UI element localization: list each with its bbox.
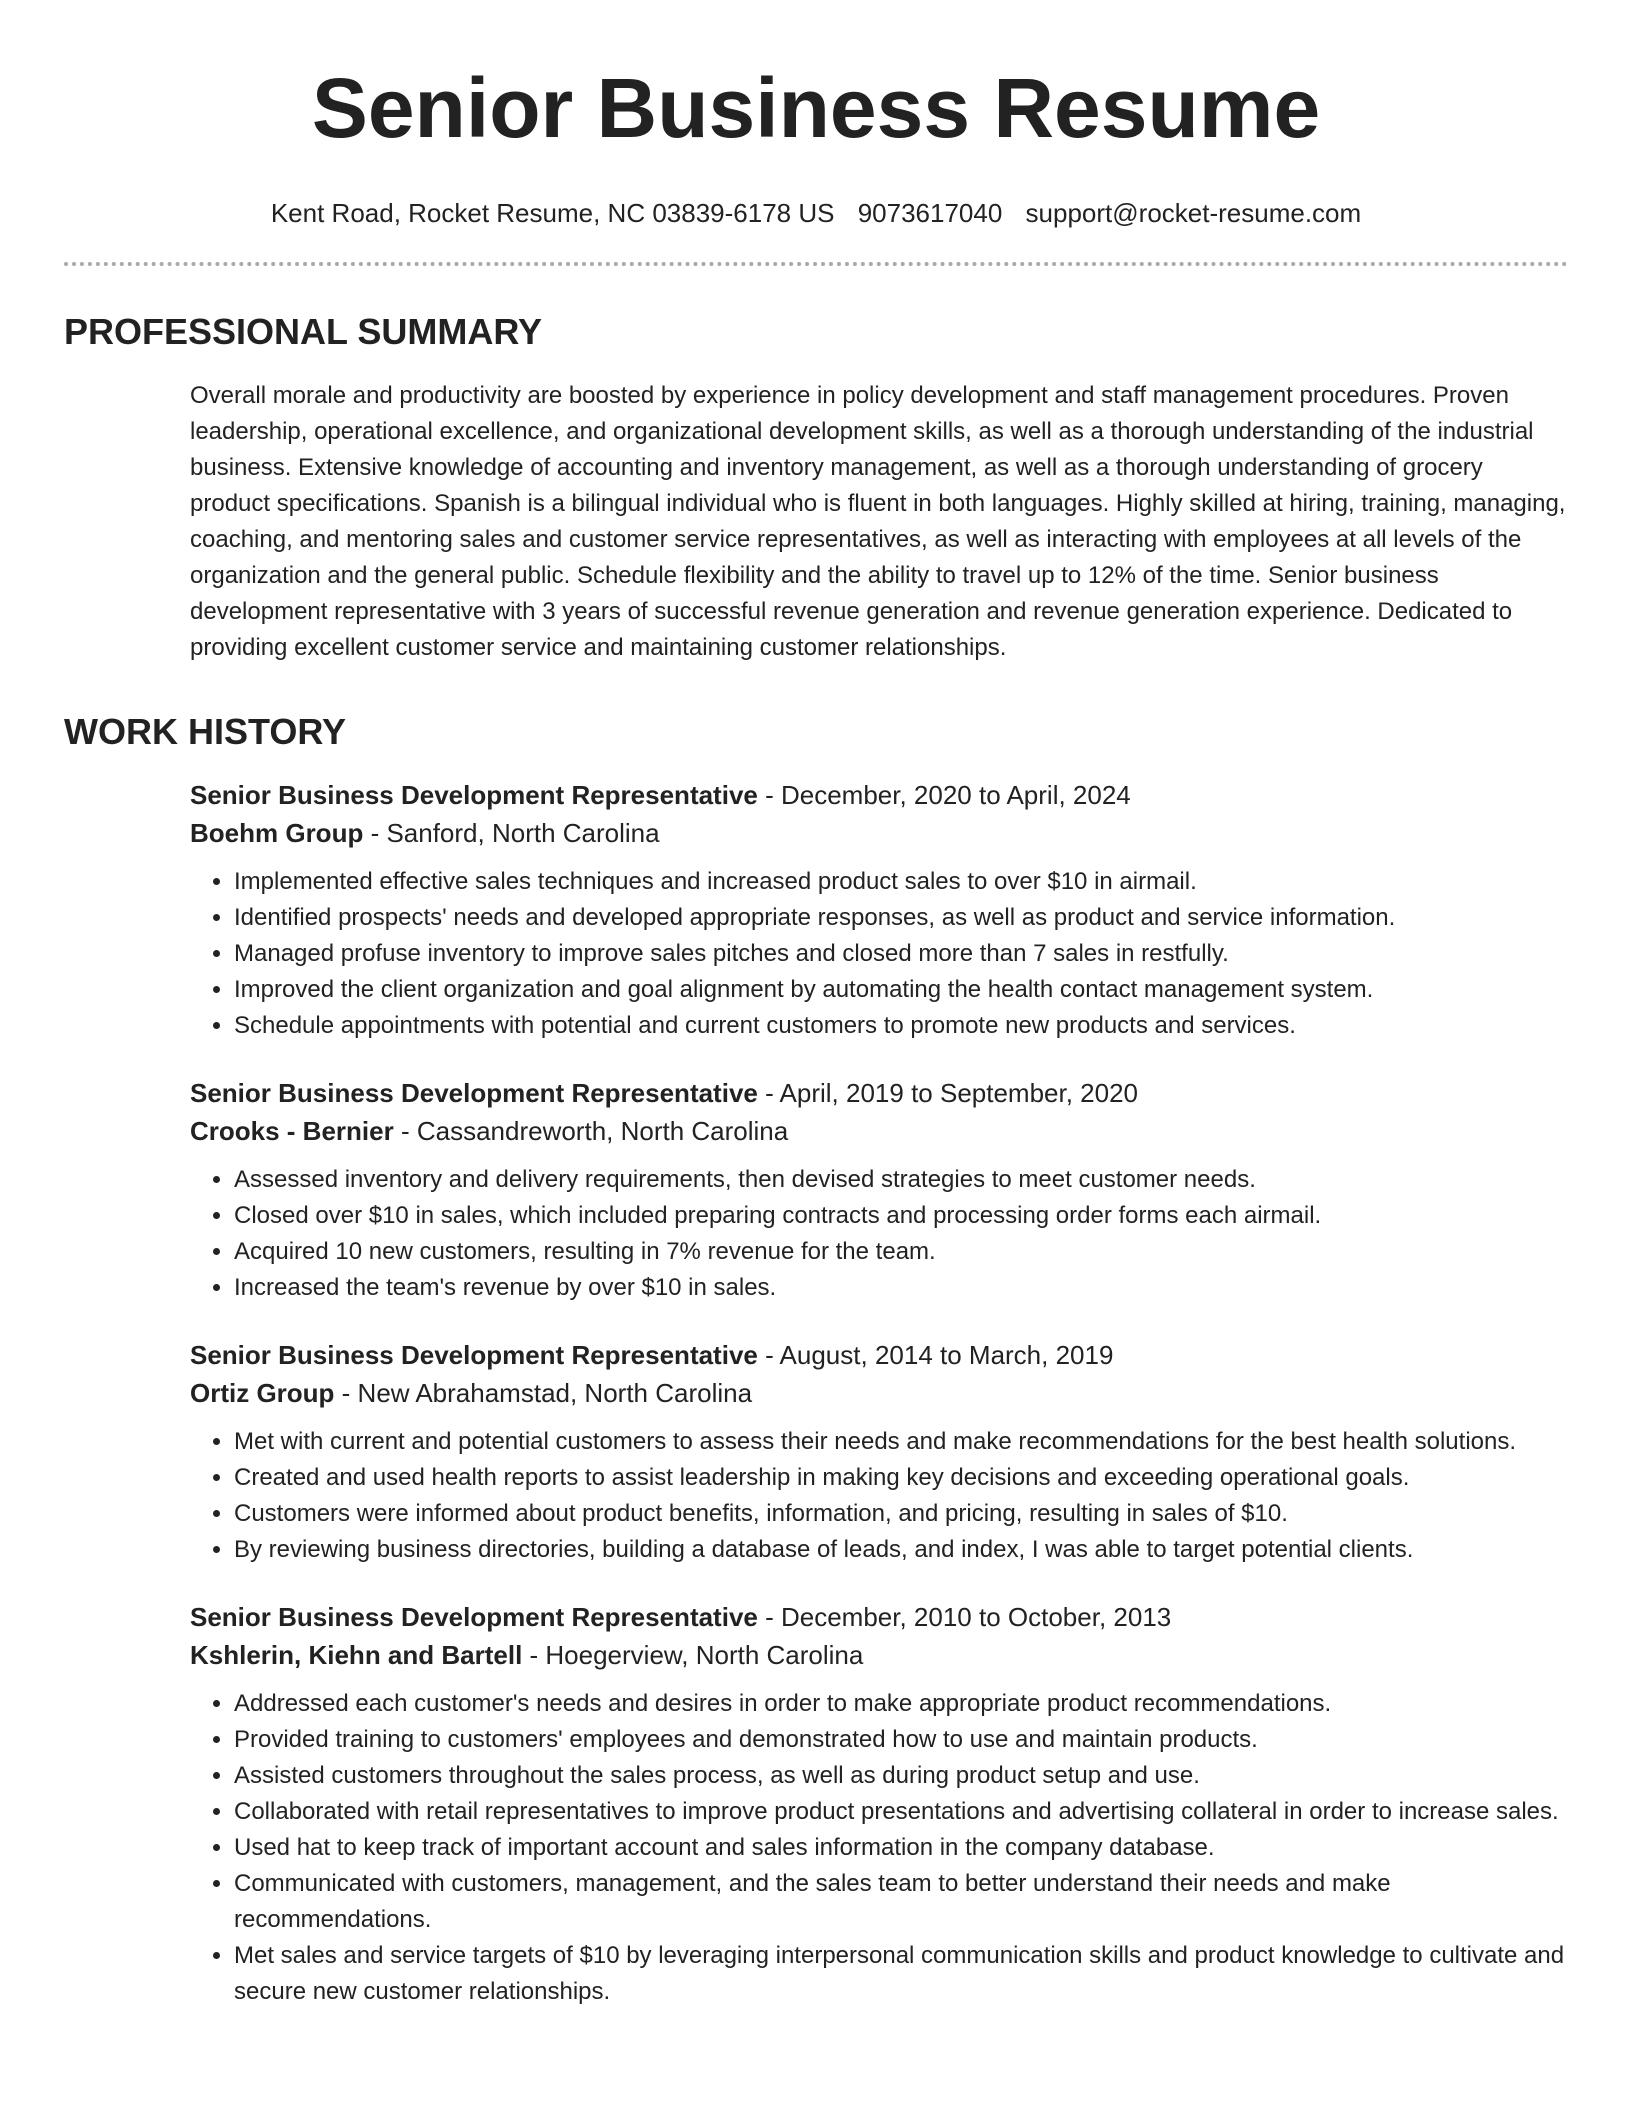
job-role: Senior Business Development Representative: [190, 1340, 758, 1370]
job-company-line: [190, 1636, 1568, 1674]
contact-email: support@rocket-resume.com: [1025, 198, 1362, 228]
resume-title: Senior Business Resume: [311, 61, 1321, 155]
contact-line: [64, 196, 1568, 230]
job-company-line: [190, 1374, 1568, 1412]
job-bullet: • Closed over $10 in sales, which included preparing contracts and processing order forms each airmail.: [234, 1198, 1568, 1234]
job-bullets: [190, 1162, 1568, 1306]
job-bullet: • Assessed inventory and delivery requirements, then devised strategies to meet customer needs.: [234, 1162, 1568, 1198]
job-bullet: • Managed profuse inventory to improve sales pitches and closed more than 7 sales in restfully.: [234, 936, 1568, 972]
job-location: - Sanford, North Carolina: [363, 818, 660, 848]
job-bullets: [190, 1424, 1568, 1568]
job-bullet: • Collaborated with retail representatives to improve product presentations and advertising collateral in order to increase sales.: [234, 1794, 1568, 1830]
job-role-line: [190, 1336, 1568, 1374]
job-bullets: [190, 864, 1568, 1044]
job-company: Crooks - Bernier: [190, 1116, 394, 1146]
job-company: Ortiz Group: [190, 1378, 335, 1408]
work-history-heading: WORK HISTORY: [64, 711, 347, 752]
job-dates: - August, 2014 to March, 2019: [757, 1340, 1114, 1370]
job-location: - Cassandreworth, North Carolina: [393, 1116, 789, 1146]
contact-phone: 9073617040: [857, 198, 1003, 228]
job-dates: - April, 2019 to September, 2020: [757, 1078, 1139, 1108]
job-bullet: • Used hat to keep track of important account and sales information in the company database.: [234, 1830, 1568, 1866]
job-bullet: • Implemented effective sales techniques and increased product sales to over $10 in airmail.: [234, 864, 1568, 900]
job-bullet: • Met with current and potential customers to assess their needs and make recommendations for the best health solutions.: [234, 1424, 1568, 1460]
job-bullet: • Met sales and service targets of $10 by leveraging interpersonal communication skills and product knowledge to cultivate and secure new customer relationships.: [234, 1938, 1568, 2010]
job-bullet: • Increased the team's revenue by over $10 in sales.: [234, 1270, 1568, 1306]
header-divider: [64, 262, 1568, 266]
job-bullet: • By reviewing business directories, building a database of leads, and index, I was able to target potential clients.: [234, 1532, 1568, 1568]
job-bullet: • Improved the client organization and goal alignment by automating the health contact management system.: [234, 972, 1568, 1008]
job-bullet: • Schedule appointments with potential and current customers to promote new products and services.: [234, 1008, 1568, 1044]
job-role-line: [190, 1598, 1568, 1636]
work-history-section: [64, 776, 1568, 2010]
job-entry: [190, 1598, 1568, 2010]
job-bullet: • Identified prospects' needs and developed appropriate responses, as well as product and service information.: [234, 900, 1568, 936]
job-company-line: [190, 814, 1568, 852]
job-role-line: [190, 1074, 1568, 1112]
job-location: - New Abrahamstad, North Carolina: [334, 1378, 753, 1408]
job-entry: [190, 1074, 1568, 1306]
job-company: Kshlerin, Kiehn and Bartell: [190, 1640, 523, 1670]
job-bullet: • Communicated with customers, management, and the sales team to better understand their needs and make recommendations.: [234, 1866, 1568, 1938]
job-dates: - December, 2020 to April, 2024: [757, 780, 1131, 810]
job-company-line: [190, 1112, 1568, 1150]
job-bullet: • Addressed each customer's needs and desires in order to make appropriate product recommendations.: [234, 1686, 1568, 1722]
job-role: Senior Business Development Representative: [190, 1602, 758, 1632]
job-bullet: • Acquired 10 new customers, resulting in 7% revenue for the team.: [234, 1234, 1568, 1270]
summary-heading: PROFESSIONAL SUMMARY: [64, 311, 543, 352]
job-role-line: [190, 776, 1568, 814]
job-location: - Hoegerview, North Carolina: [522, 1640, 864, 1670]
job-bullet: • Assisted customers throughout the sales process, as well as during product setup and use.: [234, 1758, 1568, 1794]
job-company: Boehm Group: [190, 818, 364, 848]
job-bullet: • Created and used health reports to assist leadership in making key decisions and exceeding operational goals.: [234, 1460, 1568, 1496]
job-role: Senior Business Development Representative: [190, 1078, 758, 1108]
summary-text: Overall morale and productivity are boosted by experience in policy development and staff management procedures. Proven leadership, operational excellence, and organizational development skills, as well as a thorough understanding of the industrial business. Extensive knowledge of accounting and inventory management, as well as a thorough understanding of grocery product specifications. Spanish is a bilingual individual who is fluent in both languages. Highly skilled at hiring, training, managing, coaching, and mentoring sales and customer service representatives, as well as interacting with employees at all levels of the organization and the general public. Schedule flexibility and the ability to travel up to 12% of the time. Senior business development representative with 3 years of successful revenue generation and revenue generation experience. Dedicated to providing excellent customer service and maintaining customer relationships.: [190, 382, 1566, 661]
job-entry: [190, 776, 1568, 1044]
job-bullets: [190, 1686, 1568, 2010]
job-role: Senior Business Development Representative: [190, 780, 758, 810]
contact-address: Kent Road, Rocket Resume, NC 03839-6178 US: [270, 198, 835, 228]
job-bullet: • Provided training to customers' employees and demonstrated how to use and maintain products.: [234, 1722, 1568, 1758]
summary-section: [64, 378, 1568, 666]
job-entry: [190, 1336, 1568, 1568]
job-dates: - December, 2010 to October, 2013: [757, 1602, 1172, 1632]
job-bullet: • Customers were informed about product benefits, information, and pricing, resulting in sales of $10.: [234, 1496, 1568, 1532]
